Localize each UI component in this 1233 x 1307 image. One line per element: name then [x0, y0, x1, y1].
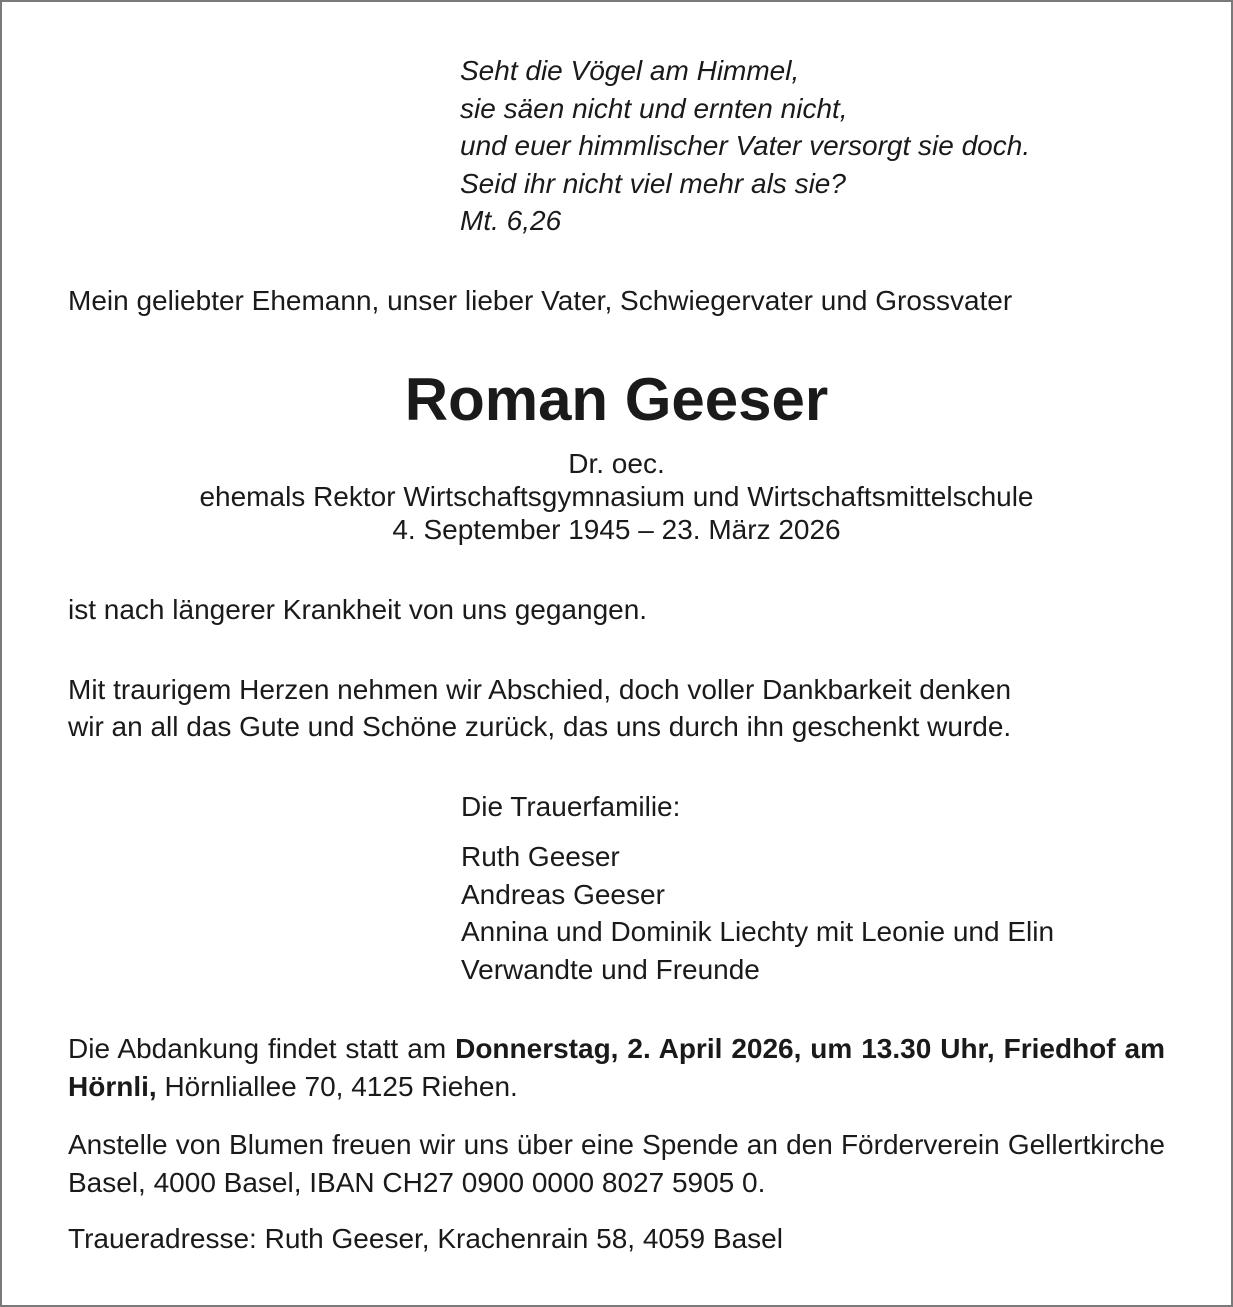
family-member: Annina und Dominik Liechty mit Leonie und Elin [461, 916, 1055, 947]
verse-line: sie säen nicht und ernten nicht, [460, 92, 848, 124]
mourning-address: Traueradresse: Ruth Geeser, Krachenrain 58, 4059 Basel [68, 1223, 783, 1254]
farewell-line: wir an all das Gute und Schöne zurück, das uns durch ihn geschenkt wurde. [68, 710, 1012, 742]
ceremony-prefix: Die Abdankung findet statt am [68, 1033, 456, 1064]
deceased-title: Dr. oec. [568, 448, 665, 479]
family-list [461, 838, 1054, 988]
family-heading: Die Trauerfamilie: [461, 791, 681, 822]
deceased-details [0, 447, 1233, 546]
family-member: Ruth Geeser [461, 841, 620, 872]
verse-line: und euer himmlischer Vater versorgt sie doch. [460, 130, 1031, 161]
deceased-dates: 4. September 1945 – 23. März 2026 [392, 514, 841, 545]
ceremony-address: Hörnliallee 70, 4125 Riehen. [156, 1070, 518, 1102]
ceremony-paragraph [68, 1030, 1165, 1105]
family-member: Andreas Geeser [461, 878, 665, 910]
verse-line: Seid ihr nicht viel mehr als sie? [460, 167, 846, 199]
farewell-paragraph [68, 672, 1011, 745]
intro-text: Mein geliebter Ehemann, unser lieber Vater, Schwiegervater und Grossvater [68, 285, 1013, 316]
verse-line: Seht die Vögel am Himmel, [460, 55, 800, 86]
bible-verse [460, 52, 1030, 240]
farewell-line: Mit traurigem Herzen nehmen wir Abschied, doch voller Dankbarkeit denken [68, 674, 1012, 705]
deceased-position: ehemals Rektor Wirtschaftsgymnasium und Wirtschaftsmittelschule [199, 481, 1034, 512]
verse-reference: Mt. 6,26 [460, 205, 562, 236]
ceremony-date-time: Donnerstag, 2. April 2026, um 13.30 Uhr, [455, 1033, 995, 1064]
donation-paragraph: Anstelle von Blumen freuen wir uns über eine Spende an den Förderverein Gellertkirche Basel, 4000 Basel, IBAN CH27 0900 0000 8027 5905 0. [68, 1129, 1165, 1198]
ceremony-location: Friedhof am Hörnli, [68, 1033, 1166, 1102]
passed-text: ist nach längerer Krankheit von uns gegangen. [68, 594, 648, 625]
family-member: Verwandte und Freunde [461, 953, 760, 985]
deceased-name: Roman Geeser [404, 366, 829, 433]
